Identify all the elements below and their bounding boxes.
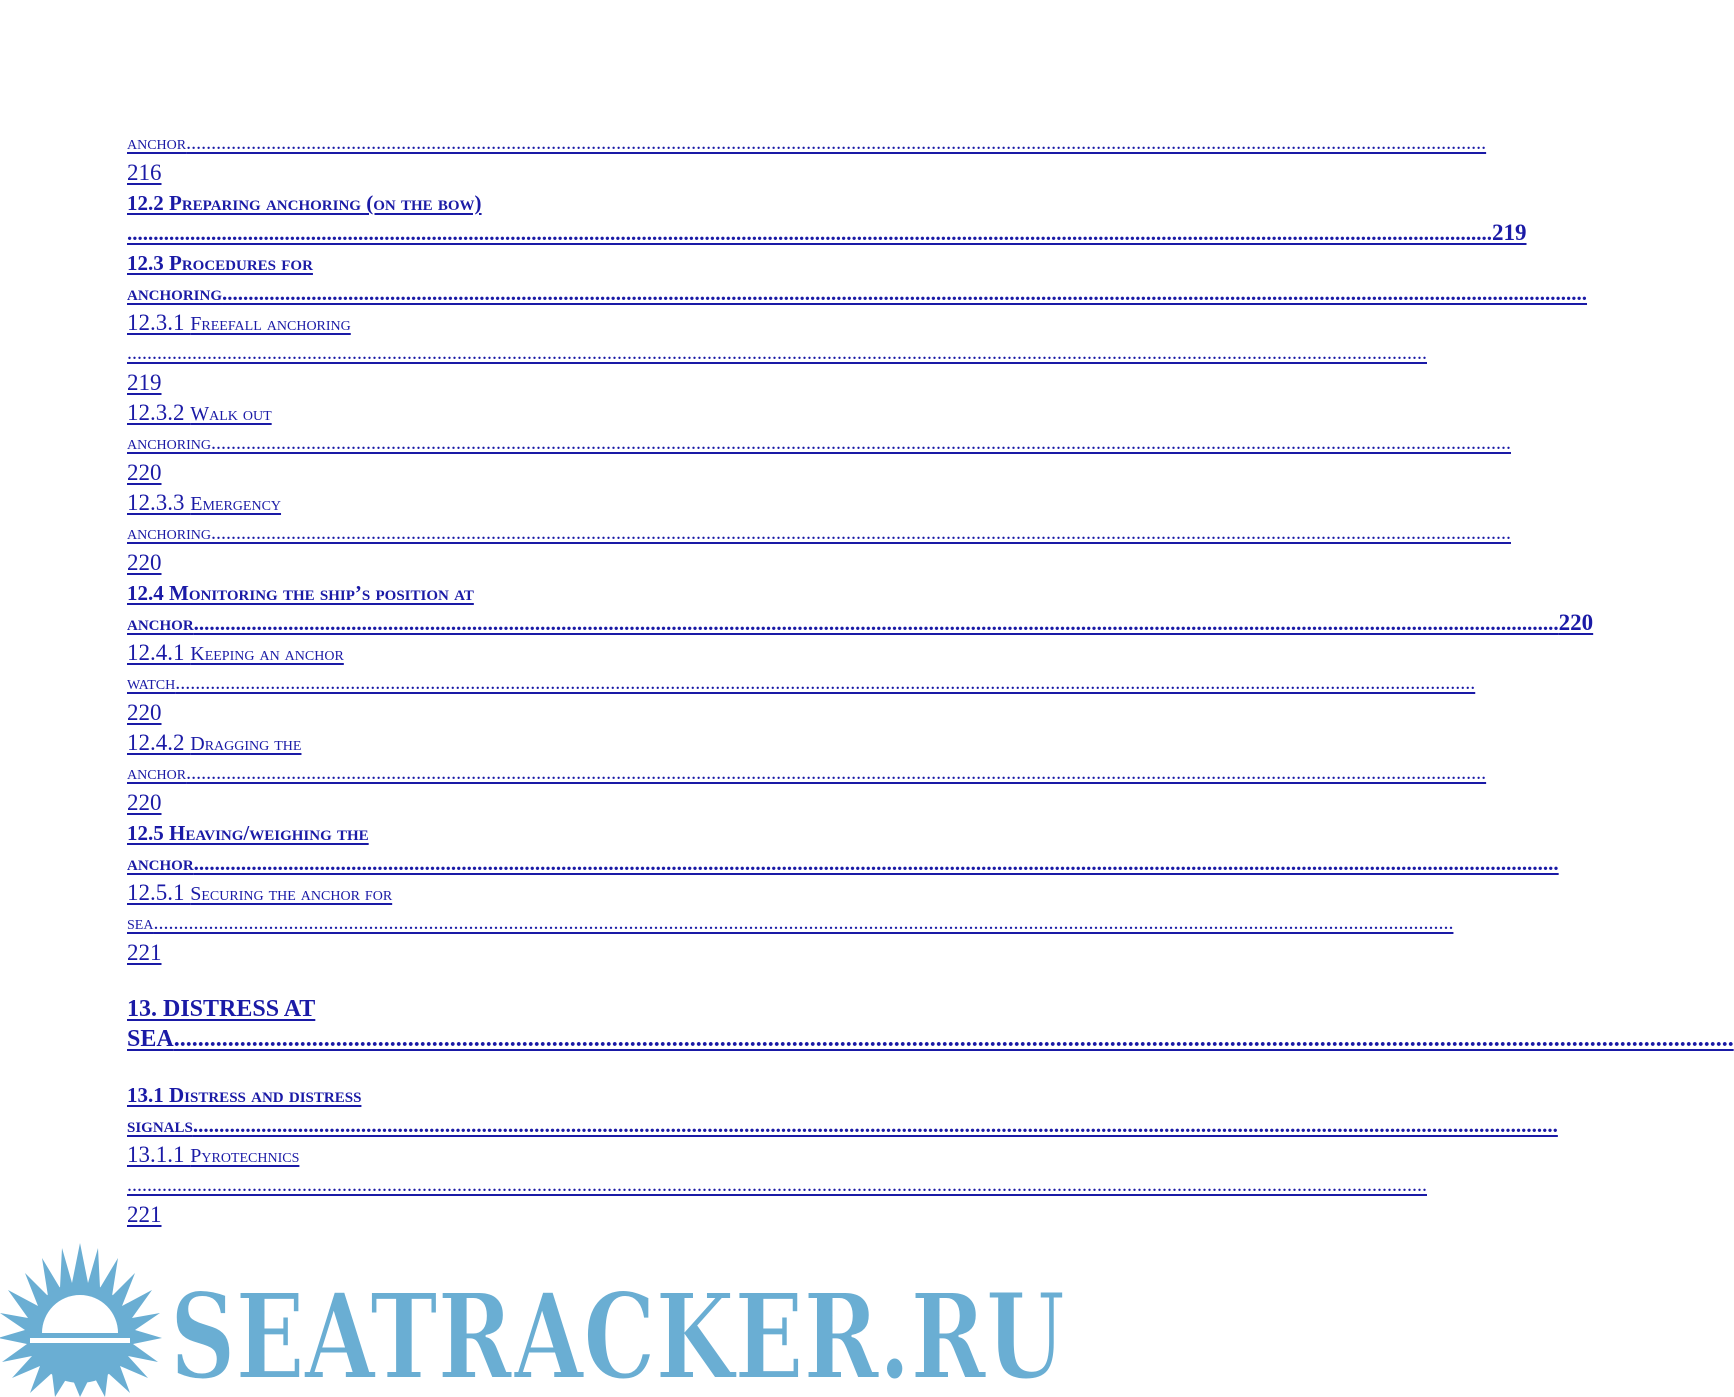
toc-link-8[interactable] bbox=[127, 728, 1487, 818]
toc-link-13[interactable] bbox=[127, 1140, 1427, 1230]
sun-burst-icon bbox=[0, 1243, 162, 1397]
toc-entry-label: sea bbox=[127, 912, 154, 934]
toc-entry-number: 12.3.3 bbox=[127, 490, 191, 515]
toc-dot-leader: .................................................................................................................................................................................................................................................................... bbox=[211, 432, 1511, 454]
toc-entry-label: signals bbox=[127, 1113, 193, 1137]
toc-leader-line bbox=[127, 278, 1588, 308]
toc-link-3[interactable] bbox=[127, 308, 1427, 398]
toc-entry-label: anchor bbox=[127, 132, 187, 154]
toc-entry-number: 12.3.2 bbox=[127, 400, 191, 425]
toc-dot-leader: .................................................................................................................................................................................................................................................................... bbox=[193, 851, 1559, 875]
toc-entry-label: 12.5 Heaving/weighing the bbox=[127, 821, 369, 845]
toc-entry-label: watch bbox=[127, 672, 176, 694]
toc-entry-number: 12.4.2 bbox=[127, 730, 191, 755]
toc-page-number: 219 bbox=[1492, 220, 1527, 245]
toc-entry-title: Securing the anchor for bbox=[190, 883, 393, 905]
toc-entry-number: 12.3.1 bbox=[127, 310, 191, 335]
watermark-text: SEATRACKER.RU bbox=[170, 1267, 1065, 1397]
toc-dot-leader: .................................................................................................................................................................................................................................................................... bbox=[211, 522, 1511, 544]
toc-entry-label bbox=[127, 878, 953, 908]
toc-dot-leader: .................................................................................................................................................................................................................................................................... bbox=[193, 611, 1559, 635]
toc-dot-leader: .................................................................................................................................................................................................................................................................... bbox=[173, 1026, 1734, 1052]
toc-leader-line bbox=[127, 338, 1427, 368]
toc-link-4[interactable] bbox=[127, 398, 1511, 488]
toc-entry-title: Pyrotechnics bbox=[190, 1145, 300, 1167]
toc-entry-label: anchoring bbox=[127, 432, 211, 454]
toc-link-1[interactable] bbox=[127, 188, 1527, 248]
toc-entry-label bbox=[127, 638, 953, 668]
toc-link-9[interactable] bbox=[127, 818, 1559, 878]
toc-link-0[interactable] bbox=[127, 128, 1487, 188]
toc-entry-label: anchoring bbox=[127, 522, 211, 544]
toc-dot-leader: .................................................................................................................................................................................................................................................................... bbox=[222, 281, 1588, 305]
toc-dot-leader: .................................................................................................................................................................................................................................................................... bbox=[175, 672, 1476, 694]
toc-dot-leader: .................................................................................................................................................................................................................................................................... bbox=[127, 221, 1492, 245]
toc-page-number: 220 bbox=[127, 790, 162, 815]
toc-leader-line bbox=[127, 428, 1511, 458]
toc-entry-label: 12.3 Procedures for bbox=[127, 251, 313, 275]
toc-entry-number: 12.4.1 bbox=[127, 640, 191, 665]
toc-entry-number: 12.5.1 bbox=[127, 880, 191, 905]
toc-leader-line bbox=[127, 518, 1511, 548]
toc-leader-line bbox=[127, 908, 1454, 938]
toc-entry-label bbox=[127, 488, 953, 518]
toc-leader-line bbox=[127, 848, 1559, 878]
table-of-contents bbox=[127, 128, 1734, 1230]
toc-dot-leader: .................................................................................................................................................................................................................................................................... bbox=[186, 132, 1487, 154]
toc-entry-label: 12.4 Monitoring the ship’s position at bbox=[127, 581, 474, 605]
toc-entry-title: Freefall anchoring bbox=[190, 313, 351, 335]
toc-entry-label: anchoring bbox=[127, 281, 223, 305]
toc-leader-line bbox=[127, 128, 1487, 158]
toc-entry-number: 13.1.1 bbox=[127, 1142, 191, 1167]
toc-entry-label: anchor bbox=[127, 762, 187, 784]
toc-leader-line bbox=[127, 1110, 1558, 1140]
toc-link-7[interactable] bbox=[127, 638, 1476, 728]
toc-entry-label bbox=[127, 308, 953, 338]
toc-link-2[interactable] bbox=[127, 248, 1588, 308]
toc-link-10[interactable] bbox=[127, 878, 1454, 968]
toc-entry-label: 13.1 Distress and distress bbox=[127, 1083, 362, 1107]
toc-leader-line bbox=[127, 1170, 1427, 1200]
toc-entry-label: 13. DISTRESS AT bbox=[127, 996, 316, 1022]
toc-entry-title: Keeping an anchor bbox=[190, 643, 344, 665]
toc-leader-line bbox=[127, 218, 1527, 248]
toc-dot-leader: .................................................................................................................................................................................................................................................................... bbox=[127, 1174, 1427, 1196]
toc-page-number: 220 bbox=[127, 550, 162, 575]
toc-entry-label: anchor bbox=[127, 851, 194, 875]
toc-page-number: 221 bbox=[127, 940, 162, 965]
toc-page-number: 220 bbox=[127, 700, 162, 725]
toc-link-5[interactable] bbox=[127, 488, 1511, 578]
toc-link-11[interactable] bbox=[127, 994, 1734, 1054]
toc-leader-line bbox=[127, 608, 1594, 638]
toc-entry-title: Dragging the bbox=[190, 733, 302, 755]
toc-entry-title: Emergency bbox=[190, 493, 282, 515]
toc-entry-label bbox=[127, 1140, 953, 1170]
toc-spacer bbox=[127, 968, 953, 994]
toc-dot-leader: .................................................................................................................................................................................................................................................................... bbox=[186, 762, 1487, 784]
toc-page-number: 220 bbox=[127, 460, 162, 485]
logo-graphic bbox=[0, 1238, 1080, 1397]
toc-entry-label: anchor bbox=[127, 611, 194, 635]
toc-dot-leader: .................................................................................................................................................................................................................................................................... bbox=[192, 1113, 1558, 1137]
toc-leader-line bbox=[127, 668, 1476, 698]
toc-link-12[interactable] bbox=[127, 1080, 1558, 1140]
toc-entry-label: 12.2 Preparing anchoring (on the bow) bbox=[127, 191, 482, 215]
toc-entry-title: Walk out bbox=[190, 403, 272, 425]
toc-entry-label: SEA bbox=[127, 1026, 174, 1052]
toc-entry-label bbox=[127, 398, 953, 428]
toc-dot-leader: .................................................................................................................................................................................................................................................................... bbox=[153, 912, 1454, 934]
toc-link-6[interactable] bbox=[127, 578, 1594, 638]
toc-entry-label bbox=[127, 728, 953, 758]
seatracker-logo bbox=[0, 1238, 1080, 1397]
toc-page-number: 221 bbox=[127, 1202, 162, 1227]
toc-page-number: 216 bbox=[127, 160, 162, 185]
toc-spacer bbox=[127, 1054, 953, 1080]
toc-leader-line bbox=[127, 758, 1487, 788]
toc-leader-line bbox=[127, 1024, 1734, 1054]
toc-page-number: 219 bbox=[127, 370, 162, 395]
toc-page-number: 220 bbox=[1558, 610, 1594, 635]
toc-dot-leader: .................................................................................................................................................................................................................................................................... bbox=[127, 342, 1427, 364]
